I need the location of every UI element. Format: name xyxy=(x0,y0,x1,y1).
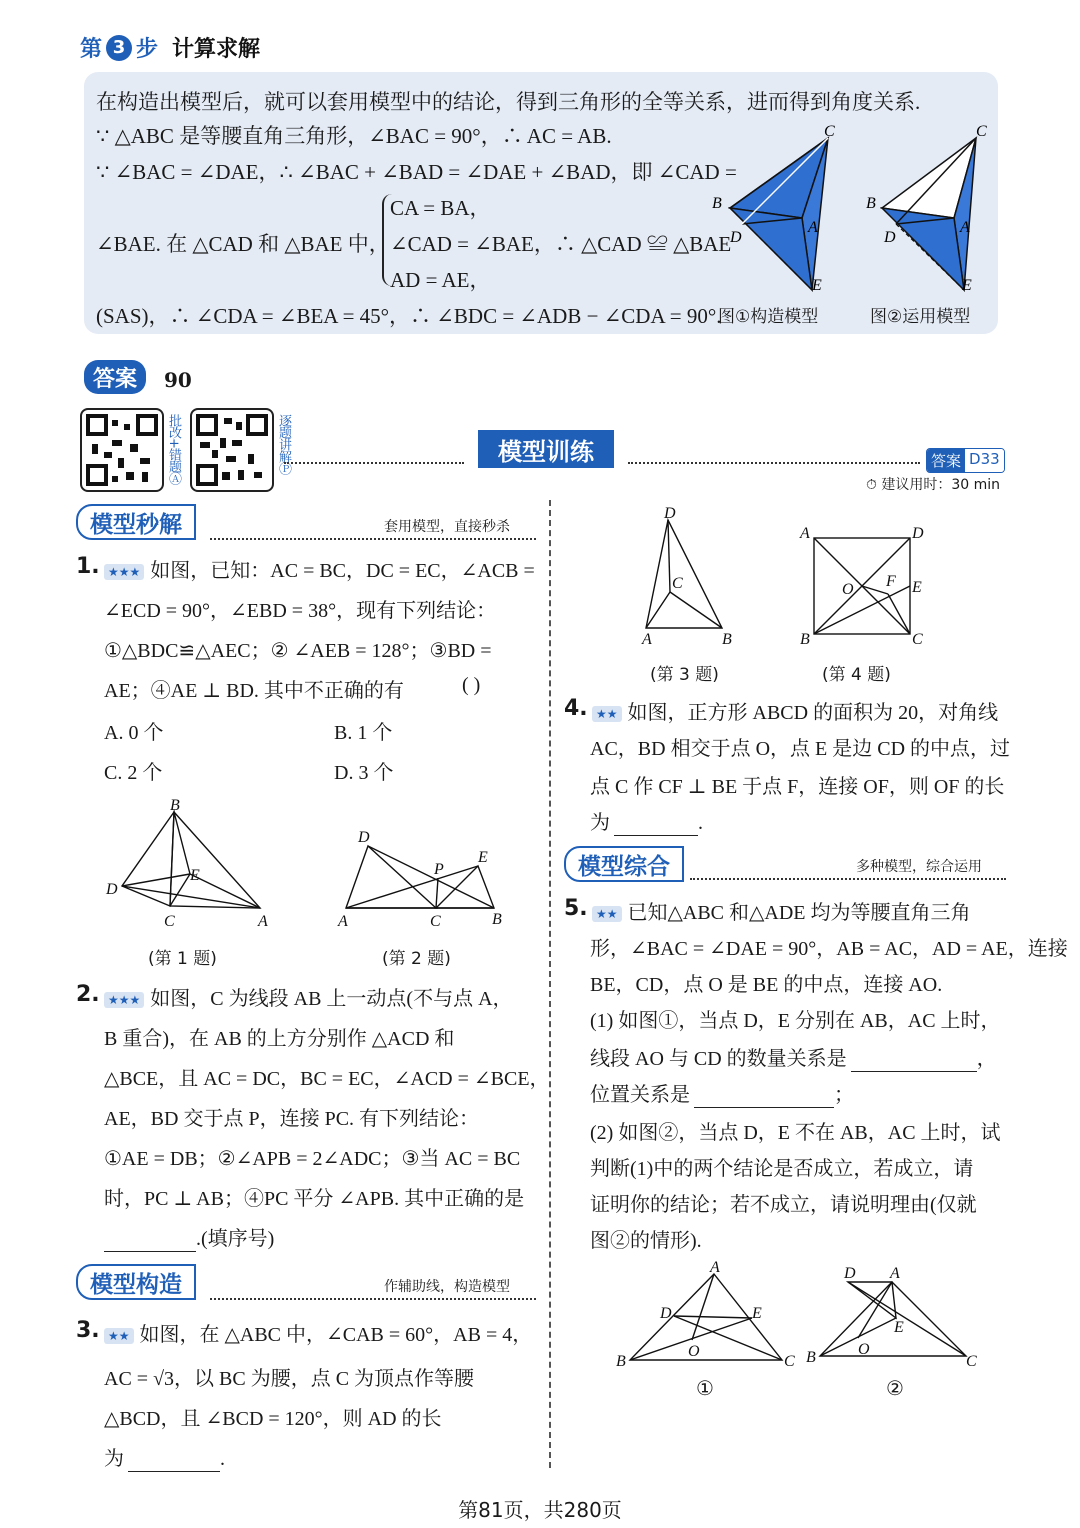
step-number-badge: 3 xyxy=(106,35,132,61)
svg-text:B: B xyxy=(616,1353,626,1370)
svg-text:D: D xyxy=(884,229,896,246)
qr-code-correction[interactable] xyxy=(80,408,164,492)
q1-line-1: ★★★ 如图，已知：AC = BC，DC = EC，∠ACB = xyxy=(104,554,535,583)
svg-text:C: C xyxy=(164,913,175,930)
solution-line-5: (SAS)，∴ ∠CDA = ∠BEA = 45°，∴ ∠BDC = ∠ADB − ∠CDA = 90°. xyxy=(96,304,722,328)
brace-line-2: ∠CAD = ∠BAE，∴ △CAD ≌ △BAE xyxy=(390,232,732,256)
answer-value: 90 xyxy=(164,368,192,392)
answer-badge: 答案 xyxy=(84,360,146,394)
q4-line-4: 为 . xyxy=(590,812,703,834)
q2-number: 2. xyxy=(76,982,100,1007)
suggested-time: ⏱ 建议用时：30 min xyxy=(866,477,1001,493)
svg-text:A: A xyxy=(800,525,810,542)
q4-answer-blank[interactable] xyxy=(614,812,698,836)
brace-line-3: AD = AE， xyxy=(390,268,491,292)
tag-underline-1 xyxy=(210,538,536,540)
svg-text:B: B xyxy=(722,631,732,648)
answer-code-label: 答案 xyxy=(927,449,965,472)
q5-number: 5. xyxy=(564,896,588,921)
svg-text:D: D xyxy=(912,525,924,542)
q1-caption: (第 1 题) xyxy=(148,949,217,969)
tag-note-2: 作辅助线，构造模型 xyxy=(384,1279,510,1295)
q4-difficulty: ★★ xyxy=(592,706,622,722)
svg-text:E: E xyxy=(190,867,200,884)
step-prefix: 第 xyxy=(80,37,103,62)
q4-line-1: ★★ 如图，正方形 ABCD 的面积为 20，对角线 xyxy=(592,696,998,725)
q2-line-7: .(填序号) xyxy=(104,1222,274,1252)
qr-pattern-icon xyxy=(82,410,162,490)
tag-model-construct: 模型构造 xyxy=(76,1264,196,1300)
svg-text:F: F xyxy=(886,573,896,590)
q3-line-1: ★★ 如图，在 △ABC 中，∠CAB = 60°，AB = 4， xyxy=(104,1318,532,1347)
q2-answer-blank[interactable] xyxy=(104,1228,196,1252)
svg-text:E: E xyxy=(894,1319,904,1336)
q3-line-3: △BCD，且 ∠BCD = 120°，则 AD 的长 xyxy=(104,1408,442,1430)
svg-text:E: E xyxy=(478,849,488,866)
q2-line-6: 时，PC ⊥ AB；④PC 平分 ∠APB. 其中正确的是 xyxy=(104,1188,525,1210)
brace-line-1: CA = BA， xyxy=(390,196,491,220)
solution-line-1: 在构造出模型后，就可以套用模型中的结论，得到三角形的全等关系，进而得到角度关系. xyxy=(96,90,921,114)
solution-line-3: ∵ ∠BAC = ∠DAE，∴ ∠BAC + ∠BAD = ∠DAE + ∠BAD，即 ∠CAD = xyxy=(96,160,737,184)
q1-q2-figures xyxy=(100,796,540,936)
q2-difficulty: ★★★ xyxy=(104,992,144,1008)
q4-line-3: 点 C 作 CF ⊥ BE 于点 F，连接 OF，则 OF 的长 xyxy=(590,776,1005,798)
svg-text:C: C xyxy=(784,1353,795,1370)
solution-line-4: ∠BAE. 在 △CAD 和 △BAE 中， xyxy=(96,232,390,256)
figure-construct-model xyxy=(712,123,835,294)
q3-difficulty: ★★ xyxy=(104,1328,134,1344)
svg-text:D: D xyxy=(660,1305,672,1322)
q5-line-8: 判断(1)中的两个结论是否成立，若成立，请 xyxy=(590,1158,974,1180)
tag-underline-3 xyxy=(690,878,1006,880)
figure-apply-model xyxy=(866,123,987,294)
qr-label-explanation: 逐题讲解Ⓟ xyxy=(276,414,291,474)
q4-line-2: AC，BD 相交于点 O，点 E 是边 CD 的中点，过 xyxy=(590,738,1011,760)
q4-caption: (第 4 题) xyxy=(822,665,891,685)
svg-text:D: D xyxy=(844,1265,856,1282)
q1-answer-paren: ( ) xyxy=(462,674,481,696)
q5-line-7: (2) 如图②，当点 D，E 不在 AB，AC 上时，试 xyxy=(590,1122,1001,1144)
q1-difficulty: ★★★ xyxy=(104,564,144,580)
svg-text:B: B xyxy=(800,631,810,648)
banner-dotted-left xyxy=(284,462,464,464)
svg-text:B: B xyxy=(866,195,876,212)
svg-text:B: B xyxy=(806,1349,816,1366)
svg-text:A: A xyxy=(890,1265,900,1282)
q3-q4-figures xyxy=(620,502,940,658)
svg-text:B: B xyxy=(712,195,722,212)
q5-line-1: ★★ 已知△ABC 和△ADE 均为等腰直角三角 xyxy=(592,896,971,925)
q2-line-1: ★★★ 如图，C 为线段 AB 上一动点(不与点 A， xyxy=(104,982,513,1011)
figure-q5-2 xyxy=(820,1282,966,1356)
q1-line-3: ①△BDC≌△AEC；② ∠AEB = 128°；③BD = xyxy=(104,640,492,662)
q5-line-5: 线段 AO 与 CD 的数量关系是 ， xyxy=(590,1048,997,1070)
q3-answer-blank[interactable] xyxy=(128,1448,220,1472)
svg-text:P: P xyxy=(434,861,444,878)
figure-q3 xyxy=(646,520,722,628)
svg-text:E: E xyxy=(812,277,822,294)
solution-figures xyxy=(700,120,1000,300)
tag-note-3: 多种模型，综合运用 xyxy=(856,859,982,875)
svg-text:A: A xyxy=(642,631,652,648)
q1-option-a[interactable]: A. 0 个 xyxy=(104,722,164,744)
q5-figures xyxy=(610,1260,990,1370)
q1-line-2: ∠ECD = 90°，∠EBD = 38°，现有下列结论： xyxy=(104,600,497,622)
q5-line-4: (1) 如图①，当点 D，E 分别在 AB，AC 上时， xyxy=(590,1010,1001,1032)
q1-option-c[interactable]: C. 2 个 xyxy=(104,762,163,784)
svg-text:O: O xyxy=(858,1341,870,1358)
svg-text:A: A xyxy=(960,219,970,236)
svg-text:A: A xyxy=(808,219,818,236)
svg-text:D: D xyxy=(358,829,370,846)
figure-1-caption: 图①构造模型 xyxy=(718,307,819,327)
svg-text:E: E xyxy=(912,579,922,596)
qr-label-correction: 批改+错题Ⓐ xyxy=(166,414,181,484)
section-title: 模型训练 xyxy=(478,430,614,468)
svg-text:A: A xyxy=(338,913,348,930)
svg-text:D: D xyxy=(106,881,118,898)
svg-text:C: C xyxy=(824,123,835,140)
q2-line-2: B 重合)，在 AB 的上方分别作 △ACD 和 xyxy=(104,1028,455,1050)
tag-underline-2 xyxy=(210,1298,536,1300)
figure-q2 xyxy=(346,846,494,908)
svg-text:C: C xyxy=(912,631,923,648)
q2-line-4: AE，BD 交于点 P，连接 PC. 有下列结论： xyxy=(104,1108,480,1130)
q5-blank-quantity[interactable] xyxy=(851,1048,977,1072)
tag-model-quick: 模型秒解 xyxy=(76,504,196,540)
answer-code xyxy=(926,448,1005,473)
tag-note-1: 套用模型，直接秒杀 xyxy=(384,519,510,535)
q1-number: 1. xyxy=(76,554,100,579)
solution-line-2: ∵ △ABC 是等腰直角三角形，∠BAC = 90°，∴ AC = AB. xyxy=(96,124,612,148)
q5-line-6: 位置关系是 ； xyxy=(590,1084,854,1106)
q5-line-10: 图②的情形). xyxy=(590,1230,702,1252)
q3-number: 3. xyxy=(76,1318,100,1343)
banner-dotted-right xyxy=(628,462,920,464)
svg-text:B: B xyxy=(170,797,180,814)
step-suffix: 步 xyxy=(136,37,159,62)
q2-line-3: △BCE，且 AC = DC，BC = EC，∠ACD = ∠BCE， xyxy=(104,1068,550,1090)
q1-option-b[interactable]: B. 1 个 xyxy=(334,722,393,744)
tag-model-integrated: 模型综合 xyxy=(564,846,684,882)
svg-text:O: O xyxy=(688,1343,700,1360)
q5-figure-1-label: ① xyxy=(696,1378,714,1400)
svg-text:C: C xyxy=(672,575,683,592)
q2-caption: (第 2 题) xyxy=(382,949,451,969)
q3-caption: (第 3 题) xyxy=(650,665,719,685)
q5-figure-2-label: ② xyxy=(886,1378,904,1400)
q5-difficulty: ★★ xyxy=(592,906,622,922)
step-header xyxy=(80,32,260,63)
q1-line-4: AE；④AE ⊥ BD. 其中不正确的有 xyxy=(104,680,404,702)
q5-line-3: BE，CD，点 O 是 BE 的中点，连接 AO. xyxy=(590,974,943,996)
svg-text:D: D xyxy=(664,505,676,522)
answer-code-value: D33 xyxy=(965,449,1004,472)
svg-text:O: O xyxy=(842,581,854,598)
page-number: 第81页，共280页 xyxy=(458,1498,622,1522)
qr-pattern-icon xyxy=(192,410,272,490)
q5-line-9: 证明你的结论；若不成立，请说明理由(仅就 xyxy=(590,1194,977,1216)
svg-text:C: C xyxy=(430,913,441,930)
q5-line-2: 形，∠BAC = ∠DAE = 90°，AB = AC，AD = AE，连接 xyxy=(590,938,1068,960)
svg-text:C: C xyxy=(966,1353,977,1370)
svg-text:E: E xyxy=(752,1305,762,1322)
svg-text:B: B xyxy=(492,911,502,928)
svg-text:D: D xyxy=(730,229,742,246)
q3-line-4: 为 . xyxy=(104,1448,225,1470)
q3-line-2: AC = √3，以 BC 为腰，点 C 为顶点作等腰 xyxy=(104,1368,475,1390)
step-title: 计算求解 xyxy=(172,37,261,62)
figure-2-caption: 图②运用模型 xyxy=(870,307,971,327)
svg-text:A: A xyxy=(710,1260,720,1276)
q2-line-5: ①AE = DB；②∠APB = 2∠ADC；③当 AC = BC xyxy=(104,1148,521,1170)
svg-text:E: E xyxy=(962,277,972,294)
qr-code-explanation[interactable] xyxy=(190,408,274,492)
q5-blank-position[interactable] xyxy=(694,1084,834,1108)
figure-q1 xyxy=(122,812,260,908)
svg-text:A: A xyxy=(258,913,268,930)
column-divider xyxy=(549,500,551,1468)
q4-number: 4. xyxy=(564,696,588,721)
svg-text:C: C xyxy=(976,123,987,140)
q1-option-d[interactable]: D. 3 个 xyxy=(334,762,394,784)
